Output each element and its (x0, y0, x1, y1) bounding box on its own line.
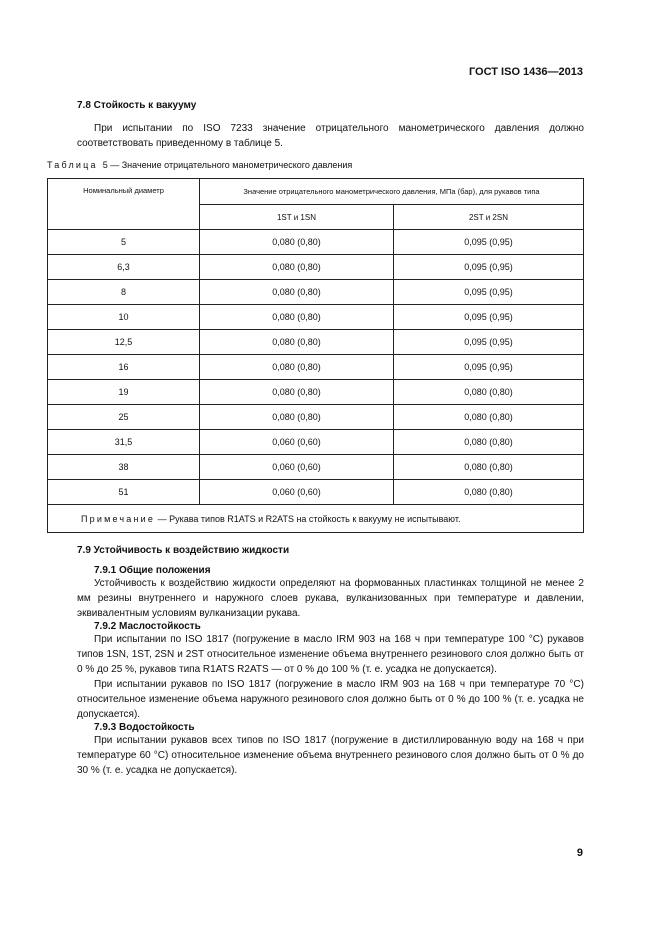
table-row (48, 405, 584, 430)
table-caption-text: 5 — Значение отрицательного манометрического давления (102, 160, 353, 170)
table-row (48, 230, 584, 255)
cell-diameter: 16 (48, 355, 200, 380)
header-pressure: Значение отрицательного манометрического давления, МПа (бар), для рукавов типа (200, 179, 584, 205)
header-type-2st-2sn: 2ST и 2SN (394, 205, 584, 230)
cell-diameter: 25 (48, 405, 200, 430)
cell-type-2: 0,095 (0,95) (394, 330, 584, 355)
table-row (48, 430, 584, 455)
cell-type-2: 0,095 (0,95) (394, 255, 584, 280)
cell-type-2: 0,080 (0,80) (394, 430, 584, 455)
cell-diameter: 8 (48, 280, 200, 305)
pressure-table (47, 178, 584, 533)
cell-type-1: 0,080 (0,80) (200, 355, 394, 380)
cell-type-1: 0,080 (0,80) (200, 255, 394, 280)
table-row (48, 480, 584, 505)
cell-diameter: 38 (48, 455, 200, 480)
section-7-9-title: 7.9 Устойчивость к воздействию жидкости (77, 545, 290, 556)
cell-type-1: 0,080 (0,80) (200, 405, 394, 430)
table-caption-label: Таблица (47, 160, 98, 170)
cell-diameter: 10 (48, 305, 200, 330)
cell-type-2: 0,095 (0,95) (394, 230, 584, 255)
table-row (48, 280, 584, 305)
cell-type-1: 0,060 (0,60) (200, 480, 394, 505)
table-row (48, 305, 584, 330)
cell-diameter: 19 (48, 380, 200, 405)
section-7-9-3-title: 7.9.3 Водостойкость (94, 722, 195, 733)
table-note-row (48, 505, 584, 533)
section-7-8-title: 7.8 Стойкость к вакууму (77, 100, 197, 111)
section-7-9 (77, 545, 584, 778)
section-7-9-2-text-1: При испытании по ISO 1817 (погружение в масло IRM 903 на 168 ч при температуре 100 °С) рукавов типов 1SN, 1ST, 2SN и 2ST относительное изменение объема внутреннего резинового слоя должно быть от 0 % до 25 %, рукавов типа R1ATS R2ATS — от 0 % до 100 % (т. е. усадка не допускается). (77, 634, 584, 675)
table-row (48, 380, 584, 405)
cell-type-1: 0,080 (0,80) (200, 280, 394, 305)
section-7-9-2-text-2: При испытании рукавов по ISO 1817 (погружение в масло IRM 903 на 168 ч при температуре 70 °С) относительное изменение объема наружного резинового слоя должно быть от 0 % до 100 % (т. е. усадка не допускается). (77, 679, 584, 720)
cell-type-2: 0,080 (0,80) (394, 405, 584, 430)
cell-type-1: 0,080 (0,80) (200, 305, 394, 330)
cell-type-2: 0,095 (0,95) (394, 305, 584, 330)
table-caption (47, 160, 352, 170)
section-7-8-text: При испытании по ISO 7233 значение отрицательного манометрического давления должно соответствовать приведенному в таблице 5. (77, 123, 584, 149)
table-note (48, 505, 584, 533)
cell-diameter: 12,5 (48, 330, 200, 355)
cell-type-1: 0,080 (0,80) (200, 230, 394, 255)
header-diameter: Номинальный диаметр (48, 179, 200, 230)
page-number: 9 (576, 847, 583, 859)
table-row (48, 355, 584, 380)
cell-type-2: 0,080 (0,80) (394, 380, 584, 405)
cell-type-1: 0,080 (0,80) (200, 330, 394, 355)
section-7-9-1-text: Устойчивость к воздействию жидкости определяют на формованных пластинках толщиной не менее 2 мм резины внутреннего и наружного слоев рукава, вулканизованных при температуре и давлении, эквивалентным условиям вулканизации рукава. (77, 578, 584, 619)
section-7-8-body (77, 121, 584, 151)
cell-diameter: 5 (48, 230, 200, 255)
cell-type-2: 0,095 (0,95) (394, 355, 584, 380)
cell-type-1: 0,060 (0,60) (200, 430, 394, 455)
cell-type-2: 0,080 (0,80) (394, 480, 584, 505)
section-7-9-1-title: 7.9.1 Общие положения (94, 565, 211, 576)
cell-type-1: 0,060 (0,60) (200, 455, 394, 480)
cell-diameter: 31,5 (48, 430, 200, 455)
section-7-9-2-title: 7.9.2 Маслостойкость (94, 621, 201, 632)
document-header: ГОСТ ISO 1436—2013 (468, 66, 583, 78)
cell-diameter: 6,3 (48, 255, 200, 280)
table-row (48, 255, 584, 280)
cell-type-2: 0,095 (0,95) (394, 280, 584, 305)
cell-diameter: 51 (48, 480, 200, 505)
cell-type-1: 0,080 (0,80) (200, 380, 394, 405)
section-7-8 (77, 100, 584, 111)
table-row (48, 455, 584, 480)
cell-type-2: 0,080 (0,80) (394, 455, 584, 480)
table-note-text: — Рукава типов R1ATS и R2ATS на стойкость к вакууму не испытывают. (155, 513, 461, 524)
section-7-9-3-text: При испытании рукавов всех типов по ISO 1817 (погружение в дистиллированную воду на 168 ч при температуре 60 °С) относительное изменение объема внутреннего резинового слоя должно быть от 0 % до 30 % (т. е. усадка не допускается). (77, 735, 584, 776)
header-type-1st-1sn: 1ST и 1SN (200, 205, 394, 230)
table-row (48, 330, 584, 355)
table-note-label: Примечание (81, 513, 156, 524)
